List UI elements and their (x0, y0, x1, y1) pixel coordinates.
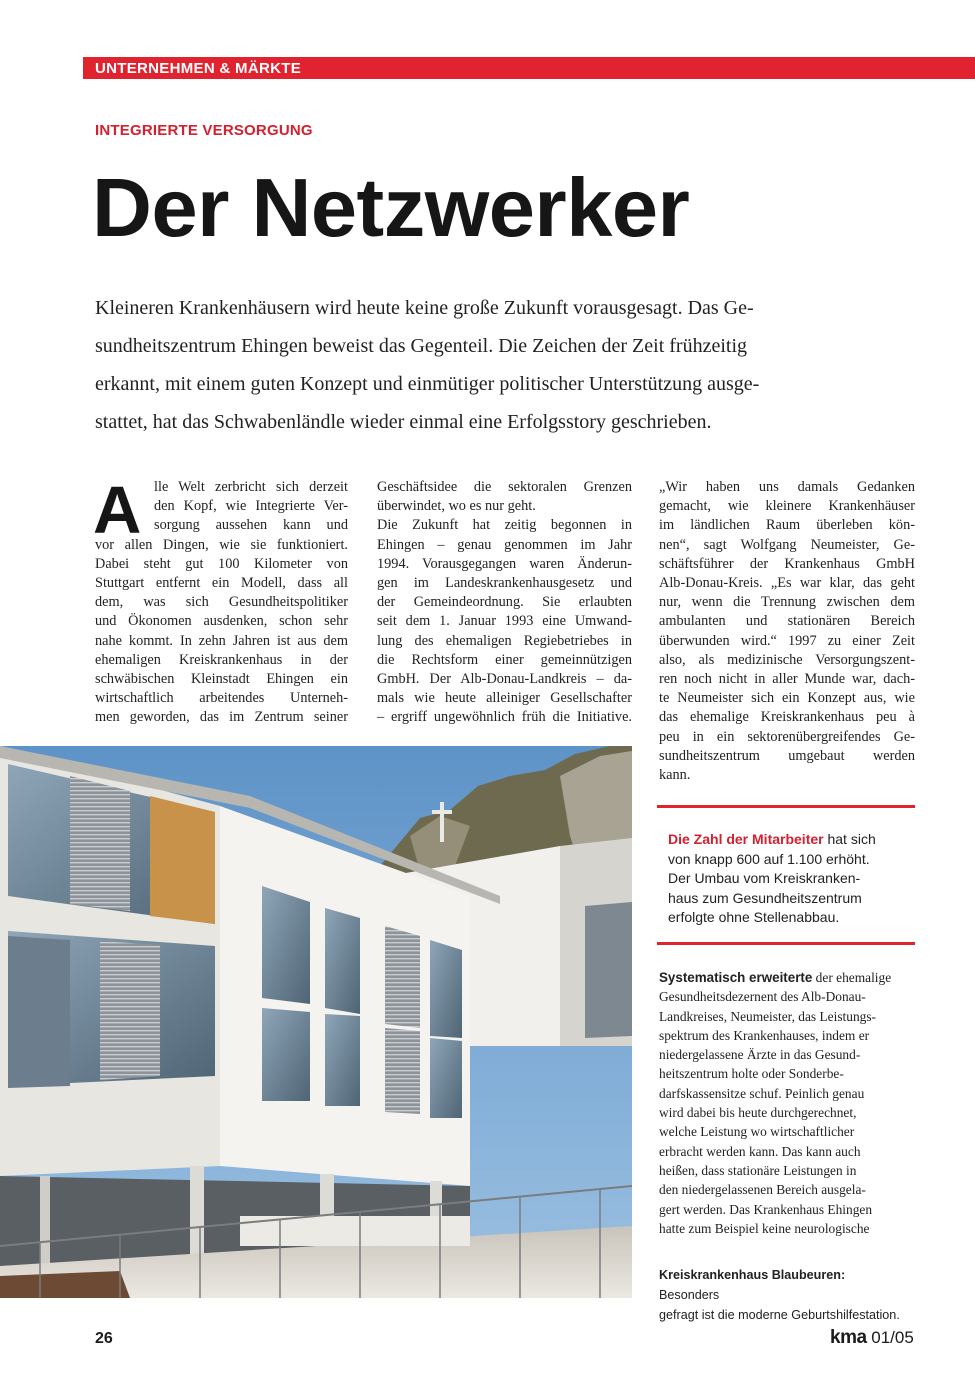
text-line: peu in ein sektorenübergreifendes Ge- (659, 728, 915, 745)
text-line: – ergriff ungewöhnlich früh die Initiative. (377, 709, 632, 726)
infobox-rule-bottom (657, 942, 915, 945)
lead-line: Kleineren Krankenhäusern wird heute keine große Zukunft vorausgesagt. Das Ge- (95, 297, 754, 319)
text-line: also, als medizinische Versorgungszent- (659, 651, 915, 668)
text-line: Gesundheitsdezernent des Alb-Donau- (659, 989, 866, 1005)
infobox-line: erfolgte ohne Stellenabbau. (668, 909, 840, 926)
text-line: ren noch nicht in aller Munde war, dach- (659, 671, 915, 688)
drop-cap: A (93, 473, 142, 548)
text-line: Geschäftsidee die sektoralen Grenzen (377, 479, 632, 495)
text-line: sorgung aussehen kann und (154, 517, 348, 534)
caption-line (659, 1265, 900, 1305)
body-column-3 (659, 478, 915, 785)
text-line: gemacht, wie kleinere Krankenhäuser (659, 498, 915, 515)
text-line: men geworden, das im Zentrum seiner (95, 709, 348, 726)
body-column-2 (377, 478, 632, 728)
text-line: nahe kommt. In zehn Jahren ist aus dem (95, 632, 348, 649)
paragraph-text: der ehemalige (812, 970, 892, 985)
text-line: seit dem 1. Januar 1993 eine Umwand- (377, 613, 632, 630)
text-line: Ehingen – genau genommen im Jahr (377, 536, 632, 553)
text-line: darfskassensitze schuf. Peinlich genau (659, 1085, 865, 1101)
text-line: Stuttgart entfernt ein Modell, dass all (95, 575, 348, 592)
text-line: überwunden wird.“ 1997 zu einer Zeit (659, 632, 915, 649)
section-label: UNTERNEHMEN & MÄRKTE (95, 60, 301, 77)
body-column-3b (659, 968, 915, 1238)
text-line: Landkreises, Neumeister, das Leistungs- (659, 1008, 877, 1024)
text-line: niedergelassene Ärzte in das Gesund- (659, 1047, 861, 1063)
text-line: dem, was sich Gesundheitspolitiker (95, 594, 348, 611)
text-line: das ehemalige Kreiskrankenhaus peu à (659, 709, 915, 726)
text-line: sundheitszentrum umgebaut werden (659, 747, 915, 764)
text-line: die Rechtsform einer gemeinnützigen (377, 651, 632, 668)
text-line: 1994. Vorausgegangen waren Änderun- (377, 555, 632, 572)
caption-line: gefragt ist die moderne Geburtshilfestation. (659, 1308, 900, 1322)
text-line: kann. (659, 767, 691, 784)
text-line: gert werden. Das Krankenhaus Ehingen (659, 1201, 873, 1217)
text-line: den Kopf, wie Integrierte Ver- (154, 498, 348, 515)
text-line: wird dabei bis heute durchgerechnet, (659, 1105, 857, 1121)
text-line: gen im Landeskrankenhausgesetz und (377, 575, 632, 592)
text-line: spektrum des Krankenhauses, indem er (659, 1027, 870, 1043)
page-title: Der Netzwerker (92, 161, 690, 254)
text-line: heißen, dass stationäre Leistungen in (659, 1162, 857, 1178)
infobox-line (668, 830, 876, 850)
text-line: hatte zum Beispiel keine neurologische (659, 1220, 870, 1236)
lead-line: stattet, hat das Schwabenländle wieder einmal eine Erfolgsstory geschrieben. (95, 411, 712, 433)
page-number: 26 (95, 1330, 113, 1347)
caption-text: Besonders (659, 1288, 720, 1302)
text-line (659, 968, 915, 987)
hospital-building-photo (0, 746, 632, 1298)
lead-line: erkannt, mit einem guten Konzept und einmütiger politischer Unterstützung ausge- (95, 373, 760, 395)
text-line: und Ökonomen ausdenken, schon sehr (95, 613, 348, 630)
infobox-highlight: Die Zahl der Mitarbeiter (668, 831, 824, 847)
text-line: nur, wenn die Trennung zwischen dem (659, 594, 915, 611)
body-column-1 (93, 473, 348, 728)
text-line: den niedergelassenen Bereich ausgela- (659, 1182, 866, 1198)
photo-caption (659, 1265, 900, 1325)
text-line: Dabei steht gut 100 Kilometer von (95, 555, 348, 572)
text-line: lle Welt zerbricht sich derzeit (154, 479, 348, 495)
text-line: vor allen Dingen, wie sie funktioniert. (95, 536, 348, 553)
kicker: INTEGRIERTE VERSORGUNG (95, 122, 313, 139)
infobox-line: Der Umbau vom Kreiskranken- (668, 870, 861, 887)
text-line: der Gemeindeordnung. Sie erlaubten (377, 594, 632, 611)
lead-paragraph (95, 289, 883, 441)
infobox-text: hat sich (823, 831, 876, 847)
text-line: schwäbischen Kleinstadt Ehingen ein (95, 671, 348, 688)
text-line: nen“, sagt Wolfgang Neumeister, Ge- (659, 536, 915, 553)
text-line: ambulanten und stationären Bereich (659, 613, 915, 630)
text-line: im ländlichen Raum überleben kön- (659, 517, 915, 534)
text-line: welche Leistung wo wirtschaftlicher (659, 1124, 855, 1140)
text-line: lung des ehemaligen Regiebetriebes in (377, 632, 632, 649)
text-line: wirtschaftlich arbeitendes Unterneh- (95, 690, 348, 707)
text-line: heitszentrum holte oder Sonderbe- (659, 1066, 844, 1082)
magazine-logo: kma (830, 1327, 867, 1348)
text-line: mals wie heute alleiniger Gesellschafter (377, 690, 632, 707)
text-line: Die Zukunft hat zeitig begonnen in (377, 517, 632, 534)
text-line: schäftsführer der Krankenhaus GmbH (659, 555, 915, 572)
magazine-footer (830, 1328, 914, 1348)
infobox (668, 830, 876, 928)
text-line: te Neumeister sich ein Konzept aus, wie (659, 690, 915, 707)
infobox-line: haus zum Gesundheitszentrum (668, 889, 862, 906)
issue-number: 01/05 (871, 1328, 914, 1347)
infobox-line: von knapp 600 auf 1.100 erhöht. (668, 850, 870, 867)
infobox-rule-top (657, 805, 915, 808)
paragraph-lead: Systematisch erweiterte (659, 970, 813, 985)
caption-bold: Kreiskrankenhaus Blaubeuren: (659, 1268, 846, 1282)
text-line: überwindet, wo es nur geht. (377, 498, 536, 515)
lead-line: sundheitszentrum Ehingen beweist das Gegenteil. Die Zeichen der Zeit frühzeitig (95, 335, 748, 357)
text-line: Alb-Donau-Kreis. „Es war klar, das geht (659, 575, 915, 592)
text-line: GmbH. Der Alb-Donau-Landkreis – da- (377, 671, 632, 688)
text-line: erbracht werden kann. Das kann auch (659, 1143, 861, 1159)
text-line: ehemaligen Kreiskrankenhaus in der (95, 651, 348, 668)
text-line: „Wir haben uns damals Gedanken (659, 479, 915, 495)
